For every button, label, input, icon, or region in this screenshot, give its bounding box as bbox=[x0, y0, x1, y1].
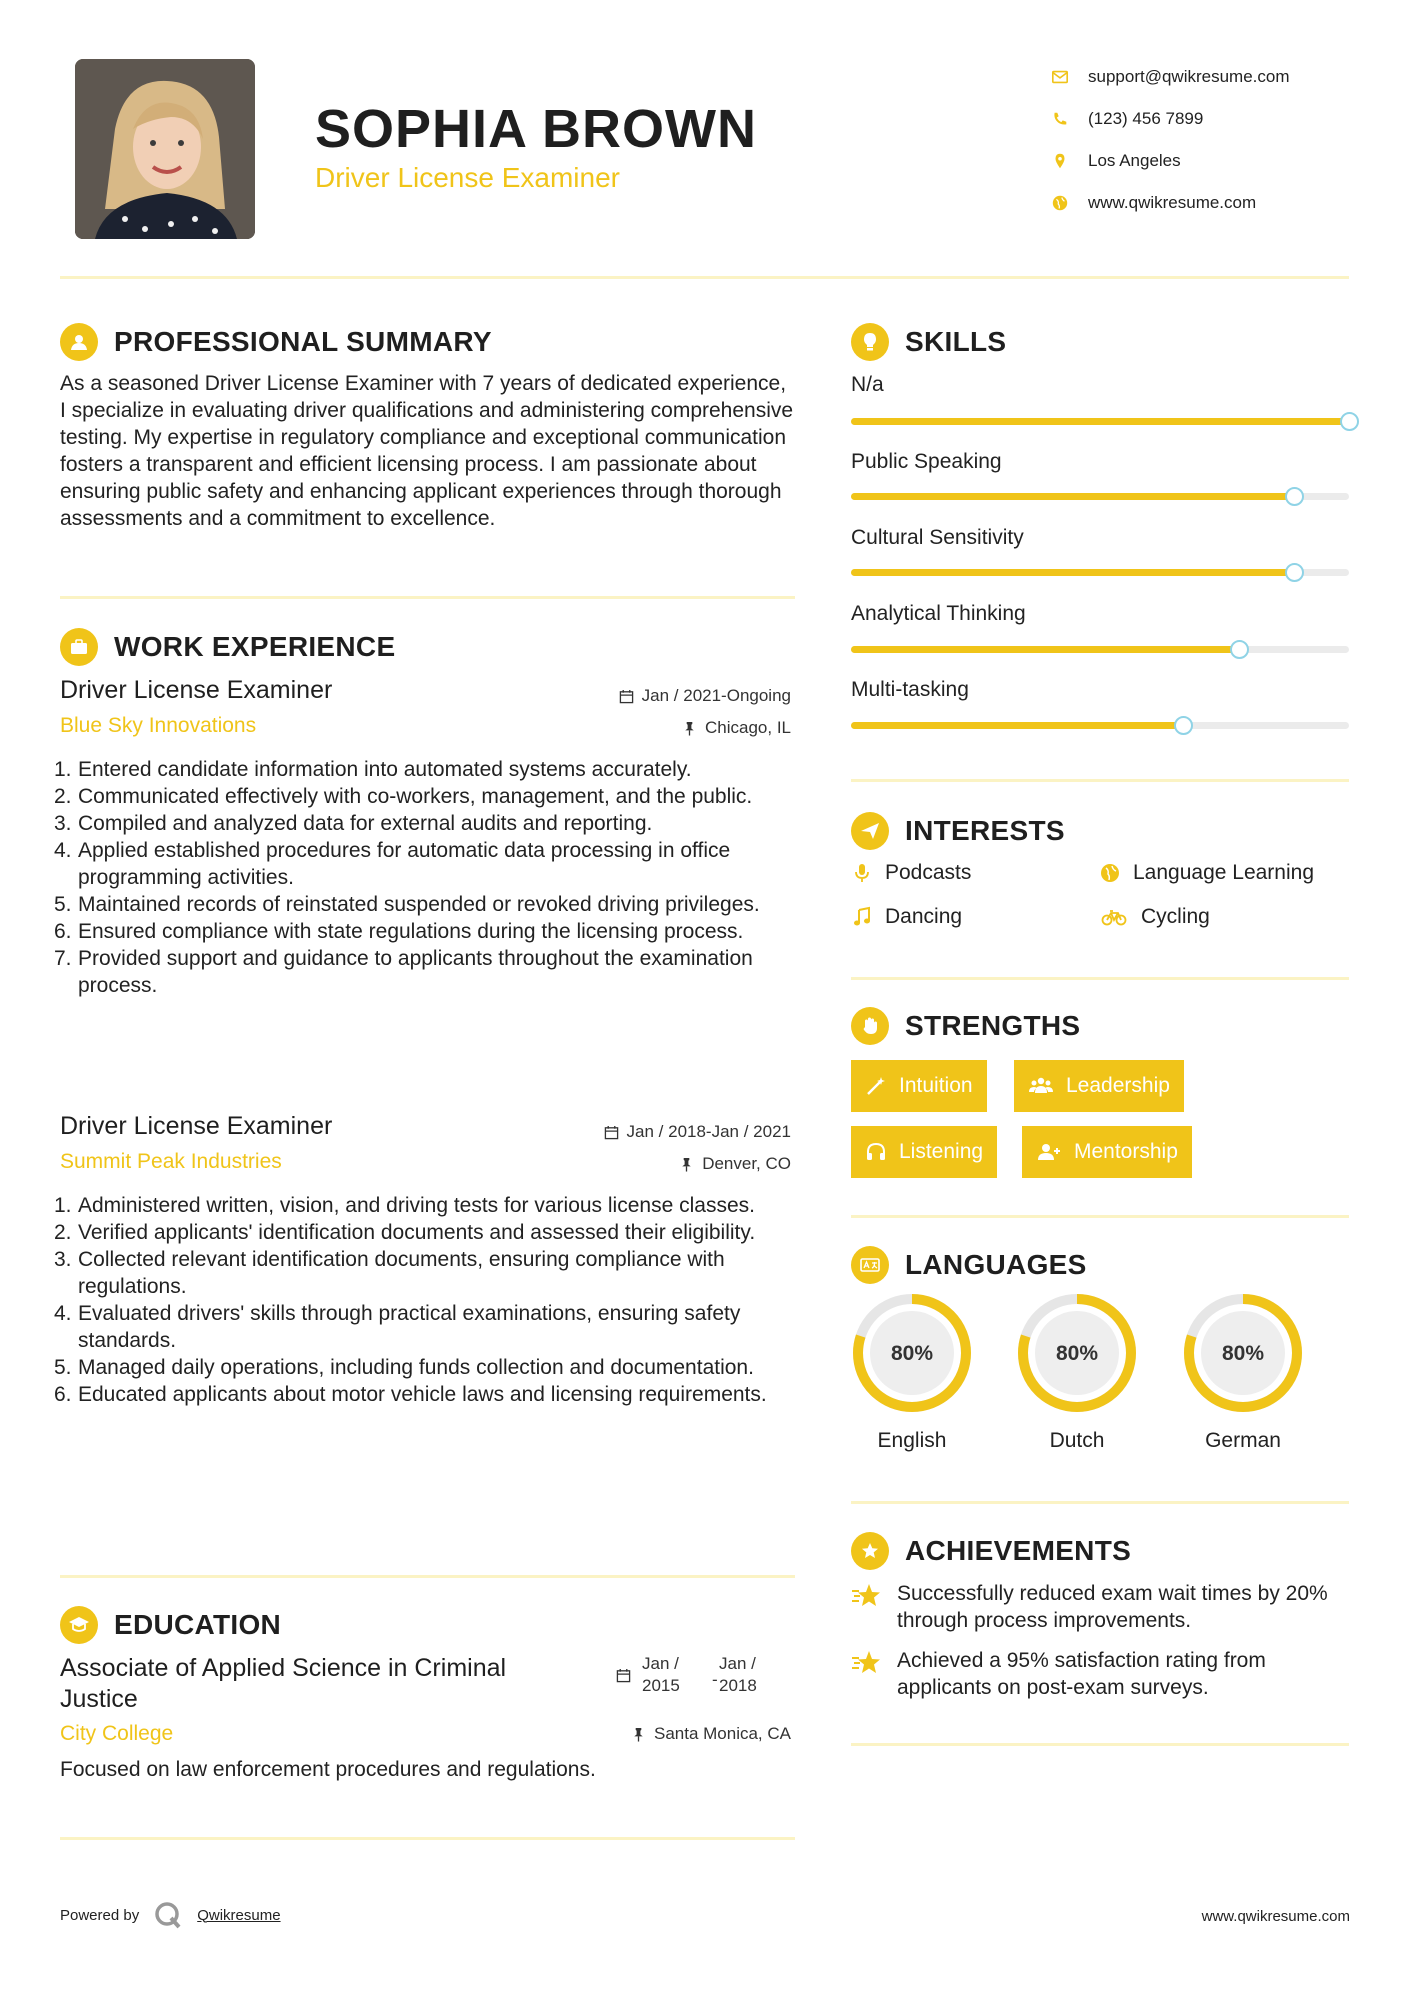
user-plus-icon bbox=[1036, 1141, 1062, 1163]
skills-divider bbox=[851, 779, 1349, 782]
profile-photo bbox=[75, 59, 255, 239]
language-label: English bbox=[877, 1429, 947, 1452]
map-pin-icon bbox=[1050, 151, 1070, 171]
list-item: 6. Ensured compliance with state regulations during the licensing process. bbox=[54, 920, 744, 943]
list-item: 5. Maintained records of reinstated suspended or revoked driving privileges. bbox=[54, 893, 760, 916]
lightbulb-icon bbox=[851, 323, 889, 361]
language-label: Dutch bbox=[1049, 1429, 1105, 1452]
achievements-divider bbox=[851, 1743, 1349, 1746]
magic-wand-icon bbox=[865, 1075, 887, 1097]
skill-bar-knob bbox=[1340, 412, 1359, 431]
skill-label: N/a bbox=[851, 373, 884, 396]
experience-divider bbox=[60, 1575, 795, 1578]
skill-label: Analytical Thinking bbox=[851, 602, 1026, 625]
list-item: 3. Collected relevant identification documents, ensuring compliance with regulations. bbox=[54, 1248, 725, 1298]
skill-bar-fill bbox=[851, 569, 1294, 576]
globe-icon bbox=[1050, 193, 1070, 213]
skill-label: Multi-tasking bbox=[851, 678, 969, 701]
summary-heading bbox=[60, 323, 492, 361]
star-badge-icon bbox=[851, 1532, 889, 1570]
skill-bar-knob bbox=[1174, 716, 1193, 735]
interest-podcasts bbox=[851, 861, 971, 885]
phone-icon bbox=[1050, 109, 1070, 129]
list-item: 2. Verified applicants' identification documents and assessed their eligibility. bbox=[54, 1221, 756, 1244]
interests-heading bbox=[851, 812, 1065, 850]
skill-bar-fill bbox=[851, 722, 1183, 729]
education-title: EDUCATION bbox=[114, 1609, 282, 1640]
interest-dancing bbox=[851, 905, 962, 929]
job-1-duties bbox=[54, 756, 794, 999]
interest-cycling bbox=[1099, 905, 1210, 929]
achievement-item bbox=[851, 1647, 1351, 1701]
job-2-date-text: Jan / 2018-Jan / 2021 bbox=[626, 1122, 791, 1141]
candidate-name: SOPHIA BROWN bbox=[315, 99, 757, 159]
list-item: 4. Evaluated drivers' skills through practical examinations, ensuring safety standards. bbox=[54, 1302, 741, 1352]
contact-location bbox=[1050, 140, 1390, 182]
contact-email-text: support@qwikresume.com bbox=[1088, 67, 1290, 86]
interests-divider bbox=[851, 977, 1349, 980]
contact-location-text: Los Angeles bbox=[1088, 151, 1181, 170]
strength-label: Leadership bbox=[1066, 1074, 1170, 1097]
skill-label: Cultural Sensitivity bbox=[851, 526, 1024, 549]
skills-title: SKILLS bbox=[905, 326, 1007, 357]
users-icon bbox=[1028, 1075, 1054, 1097]
list-item: 6. Educated applicants about motor vehicle laws and licensing requirements. bbox=[54, 1383, 767, 1406]
microphone-icon bbox=[851, 862, 873, 884]
contact-list bbox=[1050, 56, 1390, 224]
list-item: 7. Provided support and guidance to applicants throughout the examination process. bbox=[54, 947, 753, 997]
degree-line-1: Associate of Applied Science in Criminal bbox=[60, 1654, 507, 1682]
job-2-title: Driver License Examiner bbox=[60, 1112, 333, 1140]
list-item: 4. Applied established procedures for automatic data processing in office programming activities. bbox=[54, 839, 731, 889]
education-dates bbox=[616, 1654, 776, 1700]
interest-label: Podcasts bbox=[885, 861, 972, 884]
job-2-company: Summit Peak Industries bbox=[60, 1150, 282, 1173]
contact-phone[interactable] bbox=[1050, 98, 1390, 140]
skill-bar-fill bbox=[851, 493, 1294, 500]
job-1-title: Driver License Examiner bbox=[60, 676, 333, 704]
pushpin-icon bbox=[679, 1157, 694, 1172]
bicycle-icon bbox=[1099, 906, 1129, 928]
language-percent: 80% bbox=[890, 1342, 934, 1365]
calendar-icon bbox=[619, 689, 634, 704]
languages-heading bbox=[851, 1246, 1087, 1284]
degree-line-2: Justice bbox=[60, 1685, 138, 1713]
strength-chip-mentorship bbox=[1022, 1126, 1192, 1178]
strength-chip-leadership bbox=[1014, 1060, 1184, 1112]
skill-bar-knob bbox=[1285, 563, 1304, 582]
globe-icon bbox=[1099, 862, 1121, 884]
education-description: Focused on law enforcement procedures and regulations. bbox=[60, 1758, 596, 1781]
experience-title: WORK EXPERIENCE bbox=[114, 631, 396, 662]
language-icon bbox=[851, 1246, 889, 1284]
skill-bar bbox=[851, 722, 1349, 729]
strength-label: Listening bbox=[899, 1140, 984, 1163]
job-1-location bbox=[500, 718, 791, 738]
contact-phone-text: (123) 456 7899 bbox=[1088, 109, 1204, 128]
summary-divider bbox=[60, 596, 795, 599]
skills-heading bbox=[851, 323, 1006, 361]
skill-bar bbox=[851, 569, 1349, 576]
candidate-role: Driver License Examiner bbox=[315, 162, 620, 193]
education-date-dash: - bbox=[712, 1670, 718, 1689]
experience-heading bbox=[60, 628, 395, 666]
education-end-month: Jan / bbox=[719, 1654, 756, 1673]
contact-website[interactable] bbox=[1050, 182, 1390, 224]
interest-label: Language Learning bbox=[1133, 861, 1315, 884]
achievement-text: Successfully reduced exam wait times by 20% through process improvements. bbox=[897, 1582, 1328, 1632]
education-school: City College bbox=[60, 1722, 174, 1745]
profile-photo-image bbox=[75, 59, 255, 239]
job-1-location-text: Chicago, IL bbox=[705, 718, 791, 737]
qwikresume-logo-icon bbox=[153, 1900, 183, 1930]
education-end-year: 2018 bbox=[719, 1676, 757, 1695]
summary-text: As a seasoned Driver License Examiner with 7 years of dedicated experience, I specialize in evaluating driver qualifications and administering comprehensive testing. My expertise in regulatory compliance and exceptional communication fosters a transparent and efficient licensing process. I am passionate about ensuring public safety and enhancing applicant experiences through thorough assessments and a commitment to excellence. bbox=[60, 372, 794, 530]
languages-divider bbox=[851, 1501, 1349, 1504]
languages-title: LANGUAGES bbox=[905, 1249, 1087, 1280]
achievements-title: ACHIEVEMENTS bbox=[905, 1535, 1132, 1566]
pushpin-icon bbox=[682, 721, 697, 736]
education-start-month: Jan / bbox=[642, 1654, 679, 1673]
qwikresume-link[interactable]: Qwikresume bbox=[197, 1906, 281, 1924]
interests-title: INTERESTS bbox=[905, 815, 1065, 846]
job-2-duties bbox=[54, 1192, 794, 1408]
achievement-text: Achieved a 95% satisfaction rating from applicants on post-exam surveys. bbox=[897, 1649, 1266, 1699]
language-label: German bbox=[1205, 1429, 1281, 1452]
strength-label: Mentorship bbox=[1074, 1140, 1178, 1163]
skill-bar bbox=[851, 418, 1349, 425]
calendar-icon bbox=[604, 1125, 619, 1140]
music-icon bbox=[851, 906, 873, 928]
skill-bar-fill bbox=[851, 418, 1349, 425]
summary-title: PROFESSIONAL SUMMARY bbox=[114, 326, 492, 357]
interest-label: Dancing bbox=[885, 905, 963, 928]
skill-bar-knob bbox=[1230, 640, 1249, 659]
calendar-icon bbox=[616, 1668, 631, 1683]
language-ring bbox=[1182, 1292, 1304, 1414]
education-divider bbox=[60, 1837, 795, 1840]
job-2-date bbox=[500, 1122, 791, 1142]
strengths-divider bbox=[851, 1215, 1349, 1218]
strength-chip-intuition bbox=[851, 1060, 987, 1112]
strengths-heading bbox=[851, 1007, 1080, 1045]
list-item: 5. Managed daily operations, including funds collection and documentation. bbox=[54, 1356, 754, 1379]
education-start-year: 2015 bbox=[642, 1676, 680, 1695]
list-item: 1. Entered candidate information into automated systems accurately. bbox=[54, 758, 692, 781]
star-icon bbox=[851, 1582, 883, 1610]
strength-label: Intuition bbox=[899, 1074, 973, 1097]
contact-website-text: www.qwikresume.com bbox=[1088, 193, 1257, 212]
strength-chip-listening bbox=[851, 1126, 997, 1178]
job-1-date bbox=[500, 686, 791, 706]
hand-icon bbox=[851, 1007, 889, 1045]
job-1-date-text: Jan / 2021-Ongoing bbox=[641, 686, 791, 705]
footer-powered-by bbox=[60, 1900, 281, 1930]
job-2-location bbox=[500, 1154, 791, 1174]
graduation-icon bbox=[60, 1606, 98, 1644]
interest-label: Cycling bbox=[1141, 905, 1210, 928]
interest-language-learning bbox=[1099, 861, 1314, 885]
skill-bar bbox=[851, 646, 1349, 653]
user-icon bbox=[60, 323, 98, 361]
skill-bar bbox=[851, 493, 1349, 500]
skill-bar-knob bbox=[1285, 487, 1304, 506]
footer-website[interactable]: www.qwikresume.com bbox=[1201, 1908, 1350, 1925]
briefcase-icon bbox=[60, 628, 98, 666]
contact-email[interactable] bbox=[1050, 56, 1390, 98]
language-ring bbox=[851, 1292, 973, 1414]
education-location-text: Santa Monica, CA bbox=[653, 1724, 791, 1743]
pushpin-icon bbox=[631, 1727, 646, 1742]
achievement-item bbox=[851, 1580, 1351, 1634]
paper-plane-icon bbox=[851, 812, 889, 850]
education-heading bbox=[60, 1606, 281, 1644]
headphones-icon bbox=[865, 1141, 887, 1163]
star-icon bbox=[851, 1649, 883, 1677]
language-ring bbox=[1016, 1292, 1138, 1414]
job-2-location-text: Denver, CO bbox=[702, 1154, 791, 1173]
list-item: 1. Administered written, vision, and driving tests for various license classes. bbox=[54, 1194, 755, 1217]
skill-label: Public Speaking bbox=[851, 450, 1002, 473]
language-percent: 80% bbox=[1055, 1342, 1099, 1365]
skill-bar-fill bbox=[851, 646, 1239, 653]
language-percent: 80% bbox=[1221, 1342, 1265, 1365]
powered-by-text: Powered by bbox=[60, 1906, 140, 1924]
envelope-icon bbox=[1050, 67, 1070, 87]
header-divider bbox=[60, 276, 1349, 279]
strengths-title: STRENGTHS bbox=[905, 1010, 1081, 1041]
education-location bbox=[500, 1724, 791, 1744]
list-item: 3. Compiled and analyzed data for external audits and reporting. bbox=[54, 812, 653, 835]
job-1-company: Blue Sky Innovations bbox=[60, 714, 257, 737]
list-item: 2. Communicated effectively with co-workers, management, and the public. bbox=[54, 785, 753, 808]
achievements-heading bbox=[851, 1532, 1131, 1570]
